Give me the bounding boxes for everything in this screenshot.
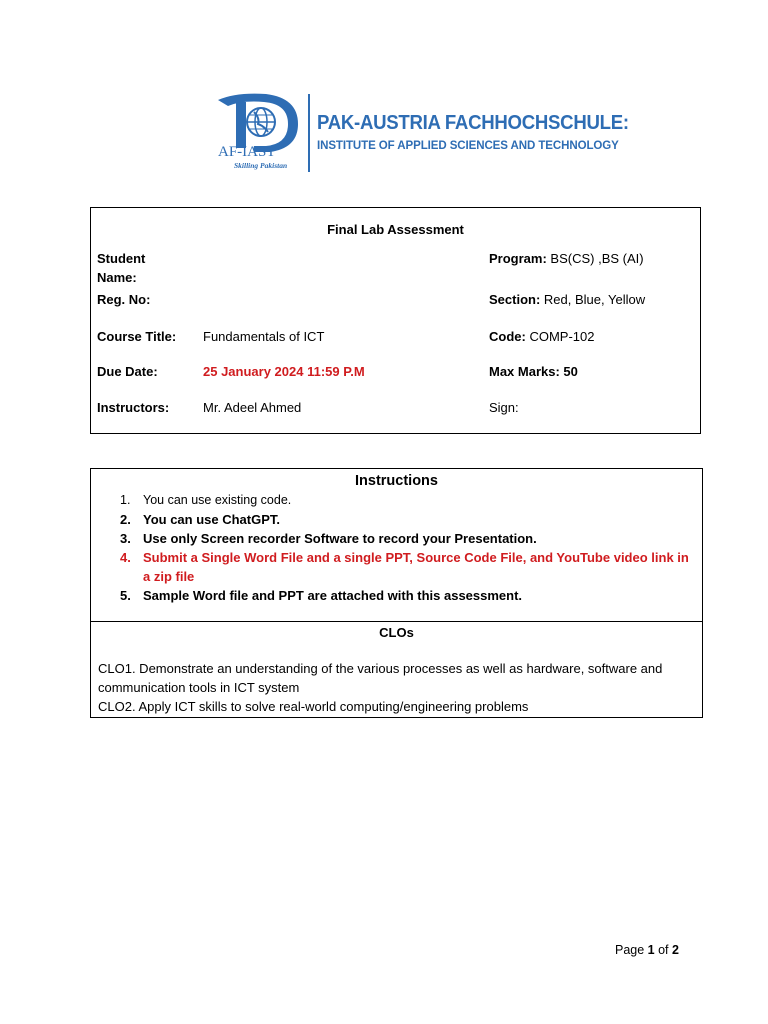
clo2-text: CLO2. Apply ICT skills to solve real-world computing/engineering problems [98, 699, 529, 714]
instructors-value: Mr. Adeel Ahmed [203, 400, 302, 415]
instructors-label: Instructors: [97, 400, 170, 415]
list-item: 3. Use only Screen recorder Software to record your Presentation. [120, 531, 537, 546]
code-label: Code: [489, 329, 526, 344]
program-label: Program: [489, 251, 547, 266]
sign-label: Sign: [489, 400, 519, 415]
code-value: COMP-102 [525, 329, 595, 344]
code-field [489, 327, 594, 346]
program-value: BS(CS) ,BS (AI) [546, 251, 644, 266]
instructions-list [91, 491, 702, 605]
reg-no-label: Reg. No: [97, 292, 151, 307]
logo-tagline: Skilling Pakistan [234, 161, 288, 170]
course-title-value: Fundamentals of ICT [203, 329, 325, 344]
logo-text: AF-IAST [218, 144, 276, 160]
clos-title: CLOs [379, 625, 414, 640]
assessment-info-box [90, 207, 701, 434]
student-name-label-line2: Name: [97, 270, 137, 285]
clos-text [98, 659, 694, 716]
course-title-label: Course Title: [97, 329, 177, 344]
max-marks-label: Max Marks: 50 [489, 364, 578, 379]
institution-header [214, 90, 629, 176]
program-field [489, 249, 644, 268]
clo-divider [91, 621, 702, 622]
page-number: Page 1 of 2 [615, 943, 679, 957]
institution-subtitle: INSTITUTE OF APPLIED SCIENCES AND TECHNOLOGY [317, 138, 619, 152]
instructions-title: Instructions [355, 473, 438, 489]
instructions-box [90, 468, 703, 718]
section-field [489, 290, 645, 309]
list-item: 1. You can use existing code. [120, 493, 292, 507]
due-date-label: Due Date: [97, 364, 158, 379]
due-date-value: 25 January 2024 11:59 P.M [203, 364, 365, 379]
section-label: Section: [489, 292, 541, 307]
assessment-title: Final Lab Assessment [327, 222, 464, 237]
institution-name: PAK-AUSTRIA FACHHOCHSCHULE: [317, 112, 629, 134]
clo1-text: CLO1. Demonstrate an understanding of the various processes as well as hardware, software and communication tools in ICT system [98, 661, 663, 695]
af-iast-logo [214, 90, 306, 176]
section-value: Red, Blue, Yellow [540, 292, 646, 307]
logo-divider [308, 94, 310, 172]
list-item: 4. Submit a Single Word File and a single PPT, Source Code File, and YouTube video link in a zip file [120, 550, 689, 584]
student-name-label-line1: Student [97, 251, 146, 266]
list-item: 2. You can use ChatGPT. [120, 512, 281, 527]
list-item: 5. Sample Word file and PPT are attached with this assessment. [120, 588, 523, 603]
